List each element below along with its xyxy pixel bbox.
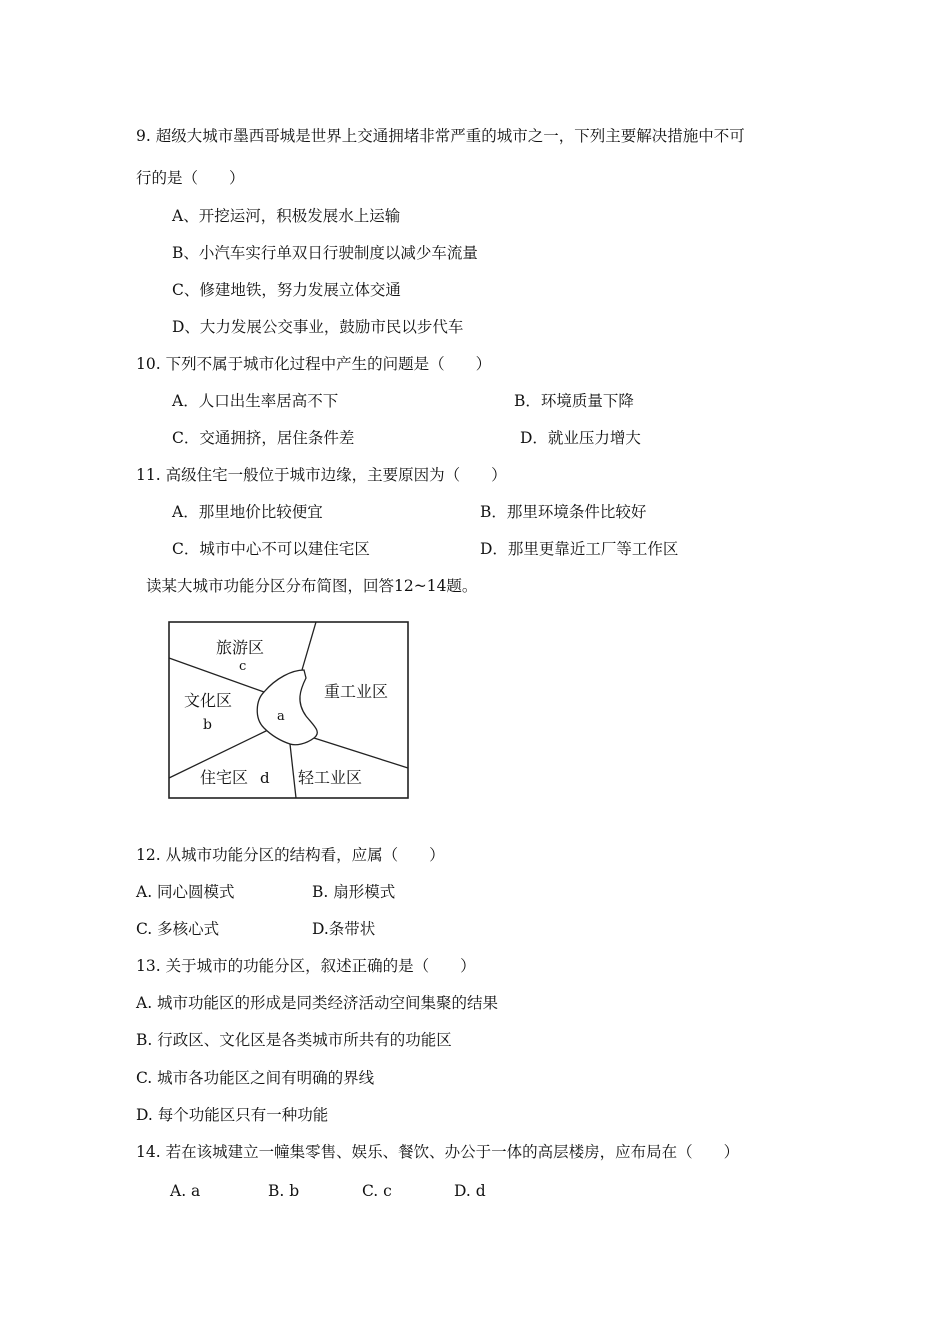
q12-option-c: C. 多核心式	[136, 920, 220, 938]
q14-option-a: A. a	[170, 1182, 201, 1200]
q9-option-b: B、小汽车实行单双日行驶制度以减少车流量	[172, 244, 478, 262]
tourism-zone-letter: c	[239, 659, 247, 674]
q9-stem-line1: 9. 超级大城市墨西哥城是世界上交通拥堵非常严重的城市之一，下列主要解决措施中不可	[136, 127, 745, 145]
q13-option-b: B. 行政区、文化区是各类城市所共有的功能区	[136, 1031, 452, 1049]
residential-zone-label: 住宅区	[200, 768, 249, 787]
q11-option-b: B．那里环境条件比较好	[480, 503, 647, 521]
q10-option-a: A．人口出生率居高不下	[172, 392, 339, 410]
q9-option-a: A、开挖运河，积极发展水上运输	[172, 207, 401, 225]
q9-stem-line2: 行的是（ ）	[136, 169, 245, 187]
q14-option-b: B. b	[268, 1182, 300, 1200]
q14-option-c: C. c	[362, 1182, 392, 1200]
q12-option-b: B. 扇形模式	[312, 883, 396, 901]
q10-option-b: B．环境质量下降	[514, 392, 634, 410]
cbd-zone-letter: a	[277, 709, 285, 724]
tourism-zone-label: 旅游区	[216, 638, 265, 657]
q9-option-c: C、修建地铁，努力发展立体交通	[172, 281, 401, 299]
q14-option-d: D. d	[454, 1182, 486, 1200]
residential-zone-letter: d	[260, 769, 270, 787]
q13-option-d: D. 每个功能区只有一种功能	[136, 1106, 329, 1124]
q12-stem: 12. 从城市功能分区的结构看，应属（ ）	[136, 846, 445, 864]
boundary-tourism-culture	[169, 658, 264, 692]
q11-stem: 11. 高级住宅一般位于城市边缘，主要原因为（ ）	[136, 466, 507, 484]
q11-option-c: C．城市中心不可以建住宅区	[172, 540, 370, 558]
city-zone-map	[168, 620, 412, 802]
q10-stem: 10. 下列不属于城市化过程中产生的问题是（ ）	[136, 355, 492, 373]
culture-zone-letter: b	[203, 717, 212, 733]
boundary-tourism-heavy	[302, 622, 316, 670]
culture-zone-label: 文化区	[184, 691, 233, 710]
q13-stem: 13. 关于城市的功能分区，叙述正确的是（ ）	[136, 957, 476, 975]
q11-option-d: D．那里更靠近工厂等工作区	[480, 540, 679, 558]
q9-option-d: D、大力发展公交事业，鼓励市民以步代车	[172, 318, 464, 336]
map-intro: 读某大城市功能分区分布简图，回答12~14题。	[146, 577, 478, 595]
q12-option-a: A. 同心圆模式	[136, 883, 235, 901]
q10-option-c: C．交通拥挤，居住条件差	[172, 429, 355, 447]
q13-option-c: C. 城市各功能区之间有明确的界线	[136, 1069, 375, 1087]
boundary-heavy-light	[314, 738, 408, 768]
q14-stem: 14. 若在该城建立一幢集零售、娱乐、餐饮、办公于一体的高层楼房，应布局在（ ）	[136, 1143, 740, 1161]
q13-option-a: A. 城市功能区的形成是同类经济活动空间集聚的结果	[136, 994, 499, 1012]
q11-option-a: A．那里地价比较便宜	[172, 503, 323, 521]
q12-option-d: D.条带状	[312, 920, 376, 938]
heavy-industry-label: 重工业区	[324, 682, 389, 701]
light-industry-label: 轻工业区	[298, 768, 363, 787]
cbd-zone-shape	[257, 670, 317, 745]
boundary-residential-light	[290, 744, 296, 798]
q10-option-d: D．就业压力增大	[520, 429, 641, 447]
